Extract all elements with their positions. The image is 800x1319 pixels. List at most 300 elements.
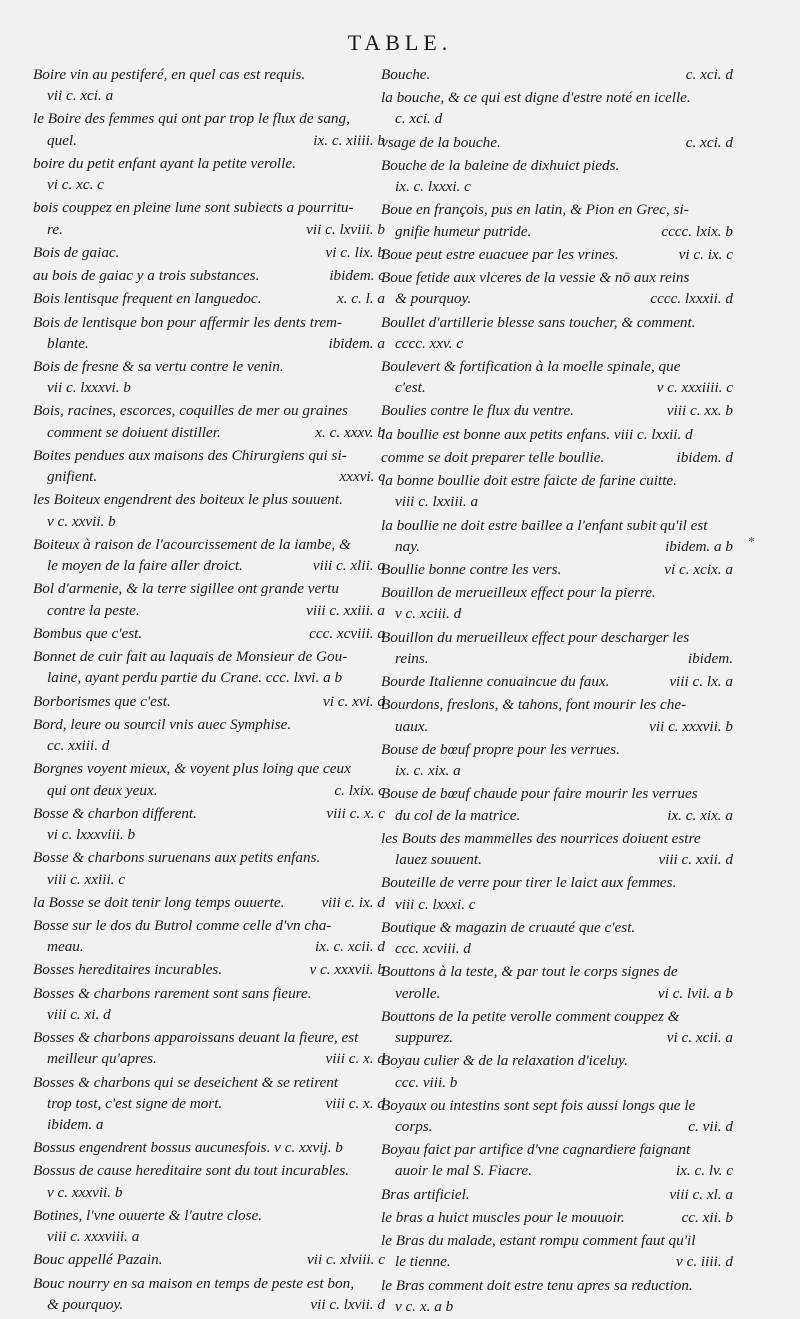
entry-text: comme se doit preparer telle boullie. <box>381 448 605 466</box>
entry-line <box>381 559 733 580</box>
entry-text: Boutique & magazin de cruauté que c'est. <box>381 918 636 936</box>
page-reference: viii c. xx. b <box>666 402 733 420</box>
entry-text: les Bouts des mammelles des nourrices doiuent estre <box>381 829 701 847</box>
entry-text: le bras a huict muscles pour le mouuoir. <box>381 1208 625 1226</box>
entry-text: qui ont deux yeux. <box>47 781 158 799</box>
entry-line <box>33 667 385 688</box>
index-entry <box>381 312 733 355</box>
entry-text: laine, ayant perdu partie du Crane. ccc. lxvi. a b <box>47 669 343 687</box>
page-reference: ix. c. xix. a <box>667 806 733 824</box>
entry-text: Boulies contre le flux du ventre. <box>381 402 574 420</box>
entry-text: la bonne boullie doit estre faicte de farine cuitte. <box>381 472 677 490</box>
index-entry <box>33 1137 385 1158</box>
index-entry <box>381 917 733 960</box>
page-reference: v c. iiii. d <box>676 1253 733 1271</box>
entry-text: Bosse & charbon different. <box>33 804 197 822</box>
entry-line <box>381 267 733 288</box>
entry-text: Boullet d'artillerie blesse sans toucher, & comment. <box>381 313 696 331</box>
entry-line <box>33 578 385 599</box>
index-entry <box>33 1027 385 1070</box>
entry-line <box>381 849 733 870</box>
page-title: TABLE. <box>347 30 453 55</box>
entry-line <box>33 936 385 957</box>
entry-line <box>381 805 733 826</box>
entry-text: c'est. <box>395 379 426 397</box>
entry-text: Bois de lentisque bon pour affermir les dents trem- <box>33 313 343 331</box>
entry-line <box>33 1249 385 1270</box>
entry-text: Bouse de bœuf propre pour les verrues. <box>381 740 620 758</box>
entry-text: du col de la matrice. <box>395 806 521 824</box>
entry-text: Bouche de la baleine de dixhuict pieds. <box>381 156 620 174</box>
entry-text: Boyau culier & de la relaxation d'iceluy. <box>381 1052 628 1070</box>
entry-line <box>381 312 733 333</box>
page-reference: x. c. xxxv. b <box>315 423 385 441</box>
entry-line <box>381 108 733 129</box>
entry-line <box>381 1296 733 1317</box>
entry-text: Bombus que c'est. <box>33 624 143 642</box>
index-entry <box>381 424 733 445</box>
entry-line <box>381 739 733 760</box>
entry-line <box>33 489 385 510</box>
entry-text: quel. <box>47 131 77 149</box>
index-entry <box>33 915 385 958</box>
page-reference: vi c. ix. c <box>678 245 733 263</box>
entry-line <box>33 1093 385 1114</box>
entry-text: gnifie humeur putride. <box>395 222 532 240</box>
index-column-right <box>381 64 733 1319</box>
index-entry <box>33 1160 385 1203</box>
index-entry <box>33 64 385 107</box>
entry-text: re. <box>47 220 63 238</box>
entry-line <box>381 917 733 938</box>
entry-line <box>381 1251 733 1272</box>
index-entry <box>381 244 733 265</box>
entry-text: les Boiteux engendrent des boiteux le plus souuent. <box>33 491 343 509</box>
index-entry <box>33 400 385 443</box>
index-entry <box>381 267 733 310</box>
page-reference: c. xci. d <box>685 66 733 83</box>
index-entry <box>381 694 733 737</box>
entry-line <box>381 938 733 959</box>
index-entry <box>381 1095 733 1138</box>
index-entry <box>381 1050 733 1093</box>
entry-text: le Boire des femmes qui ont par trop le flux de sang, <box>33 110 350 128</box>
entry-text: ccc. viii. b <box>395 1073 458 1091</box>
entry-text: le tienne. <box>395 1253 451 1271</box>
entry-line <box>381 1095 733 1116</box>
entry-line <box>33 714 385 735</box>
index-entry <box>33 489 385 532</box>
entry-line <box>381 1207 733 1228</box>
entry-text: boire du petit enfant ayant la petite verolle. <box>33 154 296 172</box>
page-reference: c. xci. d <box>685 133 733 151</box>
entry-text: Bonnet de cuir fait au laquais de Monsieur de Gou- <box>33 648 348 666</box>
entry-text: Bosses & charbons apparoissans deuant la fieure, est <box>33 1029 359 1047</box>
page-reference: viii c. xxiii. a <box>306 601 385 619</box>
entry-line <box>381 176 733 197</box>
entry-text: Boulevert & fortification à la moelle spinale, que <box>381 357 681 375</box>
index-entry <box>381 1139 733 1182</box>
index-entry <box>381 470 733 513</box>
entry-text: Boullie bonne contre les vers. <box>381 561 562 578</box>
entry-line <box>33 422 385 443</box>
index-entry <box>33 623 385 644</box>
entry-text: v c. x. a b <box>395 1297 454 1315</box>
entry-line <box>33 312 385 333</box>
entry-text: meau. <box>47 938 84 956</box>
index-entry <box>33 445 385 488</box>
index-entry <box>33 534 385 577</box>
page-reference: ibidem. c <box>329 267 385 285</box>
entry-text: Bouillon du merueilleux effect pour descharger les <box>381 628 690 646</box>
entry-text: Boyaux ou intestins sont sept fois aussi longs que le <box>381 1096 696 1114</box>
margin-mark: * <box>748 535 755 550</box>
entry-line <box>381 716 733 737</box>
entry-text: Bosses & charbons rarement sont sans fieure. <box>33 984 312 1002</box>
entry-line <box>33 534 385 555</box>
entry-line <box>33 1027 385 1048</box>
entry-line <box>381 894 733 915</box>
entry-text: ccc. xcviii. d <box>395 940 471 958</box>
entry-line <box>33 174 385 195</box>
entry-line <box>381 1027 733 1048</box>
index-entry <box>381 199 733 242</box>
index-entry <box>33 691 385 712</box>
entry-line <box>381 961 733 982</box>
entry-line <box>33 1048 385 1069</box>
entry-line <box>381 1072 733 1093</box>
entry-text: Bossus de cause hereditaire sont du tout incurables. <box>33 1162 350 1180</box>
entry-line <box>381 288 733 309</box>
page-reference: viii c. lx. a <box>669 673 733 691</box>
entry-line <box>33 1004 385 1025</box>
index-entry <box>381 582 733 625</box>
entry-line <box>33 1160 385 1181</box>
entry-line <box>381 1275 733 1296</box>
entry-line <box>33 400 385 421</box>
entry-line <box>33 824 385 845</box>
index-entry <box>33 288 385 309</box>
page-reference: v c. xxxvii. b <box>309 961 385 979</box>
index-entry <box>381 627 733 670</box>
entry-text: le moyen de la faire aller droict. <box>47 557 243 575</box>
index-entry <box>33 108 385 151</box>
entry-text: Boyau faict par artifice d'vne cagnardiere faignant <box>381 1141 691 1159</box>
entry-line <box>381 221 733 242</box>
entry-line <box>381 1230 733 1251</box>
entry-line <box>381 333 733 354</box>
entry-line <box>33 64 385 85</box>
entry-text: reins. <box>395 649 429 667</box>
entry-text: Bourdons, freslons, & tahons, font mourir les che- <box>381 696 687 714</box>
entry-line <box>381 1116 733 1137</box>
entry-line <box>33 1137 385 1158</box>
entry-text: Bouc appellé Pazain. <box>33 1251 163 1269</box>
entry-line <box>381 132 733 153</box>
entry-text: Boites pendues aux maisons des Chirurgiens qui si- <box>33 446 347 464</box>
index-entry <box>381 559 733 580</box>
entry-text: corps. <box>395 1118 433 1135</box>
page-reference: vi c. xcii. a <box>666 1029 733 1047</box>
entry-text: Bouse de bœuf chaude pour faire mourir les verrues <box>381 785 698 803</box>
entry-text: gnifient. <box>47 468 98 486</box>
index-entry <box>33 714 385 757</box>
entry-line <box>381 1184 733 1205</box>
entry-line <box>381 1006 733 1027</box>
entry-text: Bosse sur le dos du Butrol comme celle d'vn cha- <box>33 916 332 934</box>
page-reference: vi c. lvii. a b <box>657 984 733 1002</box>
entry-line <box>33 735 385 756</box>
entry-text: bois couppez en pleine lune sont subiects a pourritu- <box>33 199 354 217</box>
entry-text: vii c. xci. a <box>47 87 114 105</box>
entry-text: Bras artificiel. <box>381 1185 470 1203</box>
entry-text: Boiteux à raison de l'acourcissement de la iambe, & <box>33 535 351 553</box>
entry-line <box>33 85 385 106</box>
entry-text: vi c. xc. c <box>47 176 104 194</box>
entry-text: cc. xxiii. d <box>47 737 110 755</box>
entry-text: Borgnes voyent mieux, & voyent plus loing que ceux <box>33 760 351 778</box>
entry-line <box>33 892 385 913</box>
page-reference: viii c. xxii. d <box>658 851 733 869</box>
entry-line <box>381 470 733 491</box>
entry-text: verolle. <box>395 984 441 1002</box>
page-reference: v c. xxxiiii. c <box>656 379 733 397</box>
index-entry <box>33 242 385 263</box>
entry-text: ix. c. lxxxi. c <box>395 178 471 196</box>
index-entry <box>33 758 385 801</box>
index-entry <box>381 400 733 421</box>
entry-text: Bois de gaiac. <box>33 243 120 261</box>
entry-text: Bossus engendrent bossus aucunesfois. v c. xxvij. b <box>33 1139 343 1157</box>
entry-line <box>33 758 385 779</box>
entry-line <box>33 555 385 576</box>
page-reference: vi c. xcix. a <box>664 561 733 578</box>
page-reference: c. lxix. c <box>334 781 385 799</box>
entry-text: Bourde Italienne conuaincue du faux. <box>381 673 610 691</box>
entry-line <box>33 847 385 868</box>
page-reference: viii c. xl. a <box>669 1185 733 1203</box>
entry-line <box>381 872 733 893</box>
entry-text: au bois de gaiac y a trois substances. <box>33 267 260 285</box>
entry-text: c. xci. d <box>395 110 443 128</box>
entry-text: Bouteille de verre pour tirer le laict aux femmes. <box>381 874 677 892</box>
page-reference: ibidem. a b <box>665 537 733 555</box>
entry-line <box>33 869 385 890</box>
entry-text: & pourquoy. <box>395 290 472 308</box>
index-entry <box>381 1207 733 1228</box>
entry-line <box>381 87 733 108</box>
entry-line <box>33 153 385 174</box>
index-entry <box>381 1184 733 1205</box>
entry-line <box>381 1050 733 1071</box>
index-entry <box>33 1205 385 1248</box>
page-reference: ibidem. d <box>676 448 733 466</box>
index-entry <box>33 1249 385 1270</box>
entry-text: suppurez. <box>395 1029 454 1047</box>
entry-text: nay. <box>395 537 420 555</box>
entry-text: viii c. lxxxi. c <box>395 895 476 913</box>
entry-text: Borborismes que c'est. <box>33 692 171 710</box>
entry-line <box>33 466 385 487</box>
index-entry <box>381 671 733 692</box>
entry-text: Bois lentisque frequent en languedoc. <box>33 290 262 308</box>
entry-line <box>33 780 385 801</box>
index-entry <box>33 265 385 286</box>
entry-line <box>381 64 733 85</box>
entry-line <box>33 1072 385 1093</box>
entry-text: v c. xciii. d <box>395 605 462 623</box>
page-reference: cccc. lxix. b <box>661 222 733 240</box>
entry-text: Bouche. <box>381 66 431 83</box>
page-reference: ix. c. lv. c <box>675 1162 733 1180</box>
entry-line <box>33 1226 385 1247</box>
page-reference: vii c. lxvii. d <box>310 1295 385 1313</box>
page-reference: x. c. l. a <box>336 290 385 308</box>
page-reference: xxxvi. c <box>339 468 385 486</box>
index-entry <box>33 1273 385 1316</box>
entry-text: viii c. lxxiii. a <box>395 493 479 511</box>
entry-text: viii c. xxxviii. a <box>47 1228 140 1246</box>
entry-text: la bouche, & ce qui est digne d'estre noté en icelle. <box>381 89 691 107</box>
entry-line <box>381 1160 733 1181</box>
entry-line <box>33 511 385 532</box>
entry-text: Bois de fresne & sa vertu contre le venin. <box>33 357 284 375</box>
entry-text: lauez souuent. <box>395 851 482 869</box>
entry-line <box>381 199 733 220</box>
page-reference: vi c. xvi. d <box>323 692 385 710</box>
index-entry <box>381 87 733 130</box>
page-reference: vi c. lix. b <box>325 243 385 261</box>
index-entry <box>381 356 733 399</box>
index-entry <box>33 959 385 980</box>
index-entry <box>33 578 385 621</box>
index-entry <box>381 1275 733 1318</box>
entry-text: v c. xxxvii. b <box>47 1183 123 1201</box>
entry-text: Bouttons à la teste, & par tout le corps signes de <box>381 963 678 981</box>
index-entry <box>381 132 733 153</box>
entry-line <box>33 288 385 309</box>
entry-text: contre la peste. <box>47 601 140 619</box>
page-reference: viii c. ix. d <box>321 893 385 911</box>
entry-text: Bosses & charbons qui se deseichent & se retirent <box>33 1073 339 1091</box>
entry-line <box>33 1273 385 1294</box>
entry-text: Bouc nourry en sa maison en temps de peste est bon, <box>33 1274 354 1292</box>
entry-text: le Bras du malade, estant rompu comment faut qu'il <box>381 1232 696 1250</box>
entry-text: ix. c. xix. a <box>395 762 461 780</box>
entry-line <box>33 1205 385 1226</box>
entry-line <box>33 600 385 621</box>
index-entry <box>33 1072 385 1136</box>
entry-line <box>33 242 385 263</box>
index-entry <box>33 803 385 846</box>
entry-text: Bosse & charbons suruenans aux petits enfans. <box>33 849 321 867</box>
index-entry <box>381 1006 733 1049</box>
entry-line <box>381 828 733 849</box>
entry-text: & pourquoy. <box>47 1295 124 1313</box>
entry-line <box>381 783 733 804</box>
entry-line <box>381 155 733 176</box>
entry-text: uaux. <box>395 717 429 735</box>
entry-line <box>381 648 733 669</box>
entry-text: vii c. lxxxvi. b <box>47 379 131 397</box>
entry-text: Boire vin au pestiferé, en quel cas est requis. <box>33 66 306 83</box>
entry-text: ibidem. a <box>47 1116 104 1134</box>
entry-line <box>381 671 733 692</box>
entry-line <box>33 646 385 667</box>
entry-text: Bouillon de merueilleux effect pour la pierre. <box>381 584 656 602</box>
index-entry <box>33 153 385 196</box>
entry-text: la Bosse se doit tenir long temps ouuerte. <box>33 893 285 911</box>
index-entry <box>381 515 733 558</box>
index-column-left <box>33 64 385 1317</box>
index-entry <box>33 847 385 890</box>
index-entry <box>381 155 733 198</box>
page-reference: cccc. lxxxii. d <box>650 290 733 308</box>
entry-line <box>33 333 385 354</box>
entry-text: cccc. xxv. c <box>395 334 463 352</box>
entry-line <box>33 219 385 240</box>
entry-text: Bouttons de la petite verolle comment couppez & <box>381 1007 680 1025</box>
entry-line <box>33 803 385 824</box>
page-reference: vii c. xlviii. c <box>306 1251 385 1269</box>
page-reference: ibidem. <box>687 649 733 667</box>
entry-text: la boullie ne doit estre baillee a l'enfant subit qu'il est <box>381 516 708 534</box>
entry-line <box>381 627 733 648</box>
entry-text: Bosses hereditaires incurables. <box>33 961 223 979</box>
entry-line <box>381 356 733 377</box>
entry-line <box>381 603 733 624</box>
index-entry <box>33 646 385 689</box>
entry-line <box>33 623 385 644</box>
entry-line <box>381 515 733 536</box>
entry-text: Bois, racines, escorces, coquilles de mer ou graines <box>33 402 348 420</box>
page-reference: ix. c. xiiii. b <box>313 131 385 149</box>
entry-text: meilleur qu'apres. <box>47 1050 157 1068</box>
index-entry <box>33 197 385 240</box>
index-entry <box>33 892 385 913</box>
entry-text: vi c. lxxxviii. b <box>47 826 136 844</box>
page-reference: vii c. xxxvii. b <box>649 717 733 735</box>
entry-text: Boue en françois, pus en latin, & Pion en Grec, si- <box>381 201 689 219</box>
index-entry <box>381 739 733 782</box>
entry-line <box>381 694 733 715</box>
page-reference: ibidem. a <box>328 334 385 352</box>
entry-line <box>33 959 385 980</box>
page-reference: viii c. xlii. a <box>312 557 385 575</box>
index-entry <box>381 447 733 468</box>
entry-line <box>381 447 733 468</box>
entry-line <box>33 1182 385 1203</box>
entry-text: la boullie est bonne aux petits enfans. viii c. lxxii. d <box>381 425 693 443</box>
entry-line <box>381 1139 733 1160</box>
entry-line <box>381 536 733 557</box>
page-reference: ccc. xcviii. a <box>309 624 385 642</box>
entry-text: viii c. xi. d <box>47 1005 111 1023</box>
index-entry <box>381 1230 733 1273</box>
page-reference: cc. xii. b <box>681 1208 733 1226</box>
index-entry <box>33 312 385 355</box>
entry-line <box>381 400 733 421</box>
entry-line <box>33 445 385 466</box>
entry-line <box>33 1114 385 1135</box>
index-entry <box>381 961 733 1004</box>
entry-text: trop tost, c'est signe de mort. <box>47 1094 223 1112</box>
entry-line <box>33 197 385 218</box>
entry-line <box>33 915 385 936</box>
entry-text: vsage de la bouche. <box>381 133 501 151</box>
entry-line <box>381 582 733 603</box>
index-entry <box>381 783 733 826</box>
